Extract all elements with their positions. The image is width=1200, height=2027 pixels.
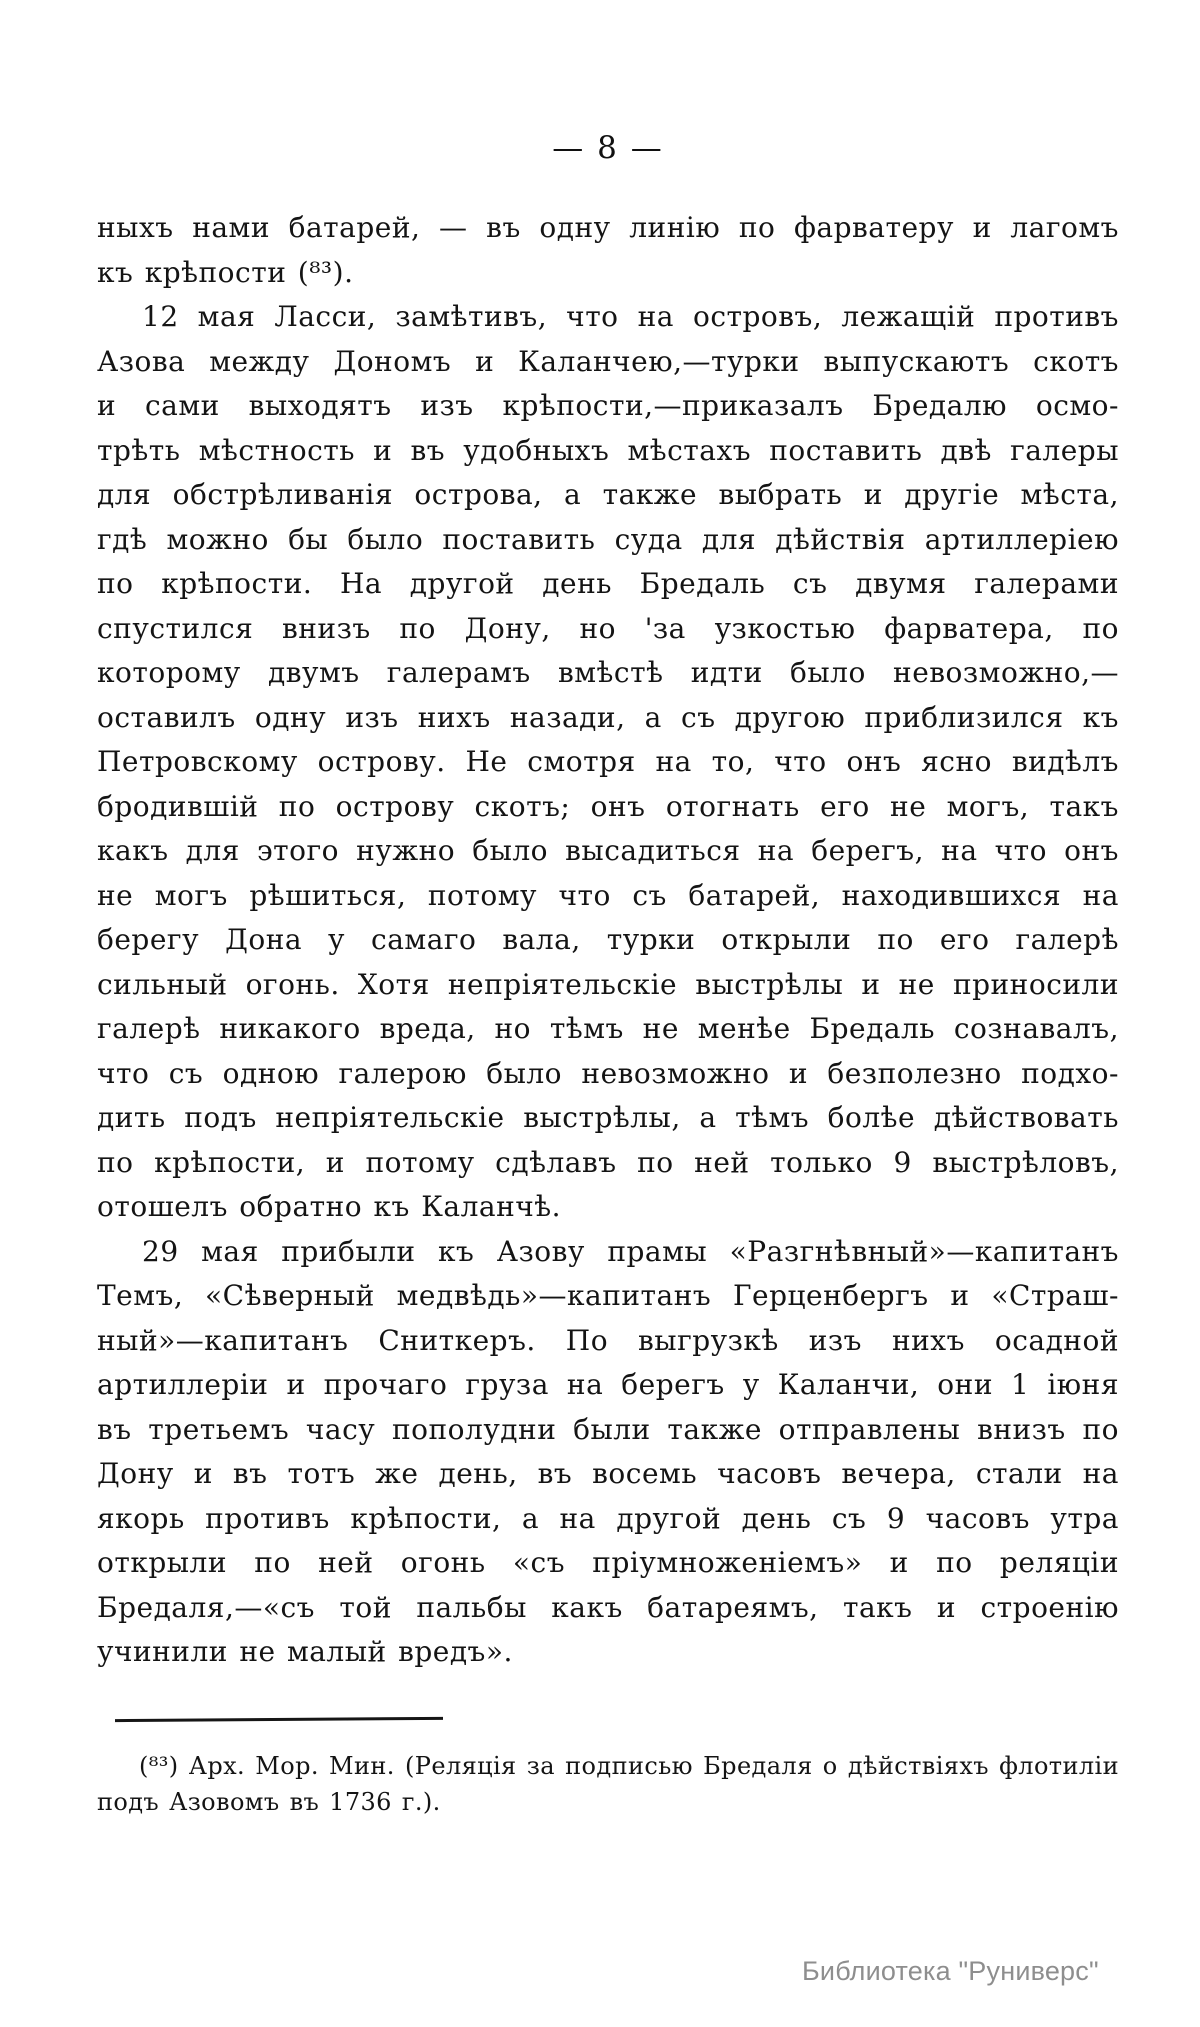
text-line: что съ одною галерою было невозможно и безполезно подхо- xyxy=(97,1056,1119,1090)
footnote-separator xyxy=(115,1717,443,1722)
text-line: и сами выходятъ изъ крѣпости,—приказалъ Бредалю осмо- xyxy=(97,389,1119,422)
library-watermark: Библиотека "Руниверс" xyxy=(802,1956,1099,1986)
text-line: по крѣпости. На другой день Бредаль съ двумя галерами xyxy=(97,567,1119,600)
text-line: 29 мая прибыли къ Азову прамы «Разгнѣвный»—капитанъ xyxy=(142,1234,1119,1268)
text-line: Дону и въ тотъ же день, въ восемь часовъ вечера, стали на xyxy=(97,1457,1119,1490)
text-line: якорь противъ крѣпости, а на другой день съ 9 часовъ утра xyxy=(97,1501,1119,1535)
text-line: въ третьемъ часу пополудни были также отправлены внизъ по xyxy=(97,1412,1119,1446)
text-line: бродившій по острову скотъ; онъ отогнать его не могъ, такъ xyxy=(97,789,1119,823)
text-line: артиллеріи и прочаго груза на берегъ у Каланчи, они 1 іюня xyxy=(97,1368,1119,1401)
footnote-line: подъ Азовомъ въ 1736 г.). xyxy=(97,1788,441,1816)
page-number: — 8 — xyxy=(552,130,664,166)
text-line: къ крѣпости (⁸³). xyxy=(97,255,354,289)
text-line: Петровскому острову. Не смотря на то, что онъ ясно видѣлъ xyxy=(97,745,1119,778)
text-line: галерѣ никакого вреда, но тѣмъ не менѣе Бредаль сознавалъ, xyxy=(97,1012,1119,1045)
text-line: дить подъ непріятельскіе выстрѣлы, а тѣмъ болѣе дѣйствовать xyxy=(97,1101,1119,1134)
footnote-line: (⁸³) Арх. Мор. Мин. (Реляція за подписью Бредаля о дѣйствіяхъ флотиліи xyxy=(139,1752,1119,1780)
text-line: сильный огонь. Хотя непріятельскіе выстрѣлы и не приносили xyxy=(97,967,1119,1001)
text-line: учинили не малый вредъ». xyxy=(97,1635,513,1668)
text-line: 12 мая Ласси, замѣтивъ, что на островъ, лежащій противъ xyxy=(142,300,1119,333)
text-line: ный»—капитанъ Сниткеръ. По выгрузкѣ изъ нихъ осадной xyxy=(97,1323,1119,1357)
page-text xyxy=(97,206,1119,1675)
text-line: какъ для этого нужно было высадиться на берегъ, на что онъ xyxy=(97,834,1119,867)
text-line: отошелъ обратно къ Каланчѣ. xyxy=(97,1190,562,1223)
text-line: Бредаля,—«съ той пальбы какъ батареямъ, такъ и строенію xyxy=(97,1590,1119,1624)
text-line: трѣть мѣстность и въ удобныхъ мѣстахъ поставить двѣ галеры xyxy=(97,433,1119,467)
footnote xyxy=(97,1748,1119,1820)
text-line: оставилъ одну изъ нихъ назади, а съ другою приблизился къ xyxy=(97,700,1119,734)
text-line: не могъ рѣшиться, потому что съ батарей, находившихся на xyxy=(97,878,1119,912)
text-line: которому двумъ галерамъ вмѣстѣ идти было невозможно,— xyxy=(97,656,1119,689)
text-line: гдѣ можно бы было поставить суда для дѣйствія артиллеріею xyxy=(97,522,1119,556)
text-line: Темъ, «Сѣверный медвѣдь»—капитанъ Герценбергъ и «Страш- xyxy=(97,1279,1119,1312)
text-line: ныхъ нами батарей, — въ одну линію по фарватеру и лагомъ xyxy=(97,211,1119,244)
text-line: берегу Дона у самаго вала, турки открыли по его галерѣ xyxy=(97,923,1119,956)
text-line: спустился внизъ по Дону, но 'за узкостью фарватера, по xyxy=(97,611,1119,645)
text-line: открыли по ней огонь «съ пріумноженіемъ» и по реляціи xyxy=(97,1546,1119,1579)
text-line: для обстрѣливанія острова, а также выбрать и другіе мѣста, xyxy=(97,478,1119,511)
text-line: Азова между Дономъ и Каланчею,—турки выпускаютъ скотъ xyxy=(97,344,1119,378)
text-line: по крѣпости, и потому сдѣлавъ по ней только 9 выстрѣловъ, xyxy=(97,1145,1119,1179)
